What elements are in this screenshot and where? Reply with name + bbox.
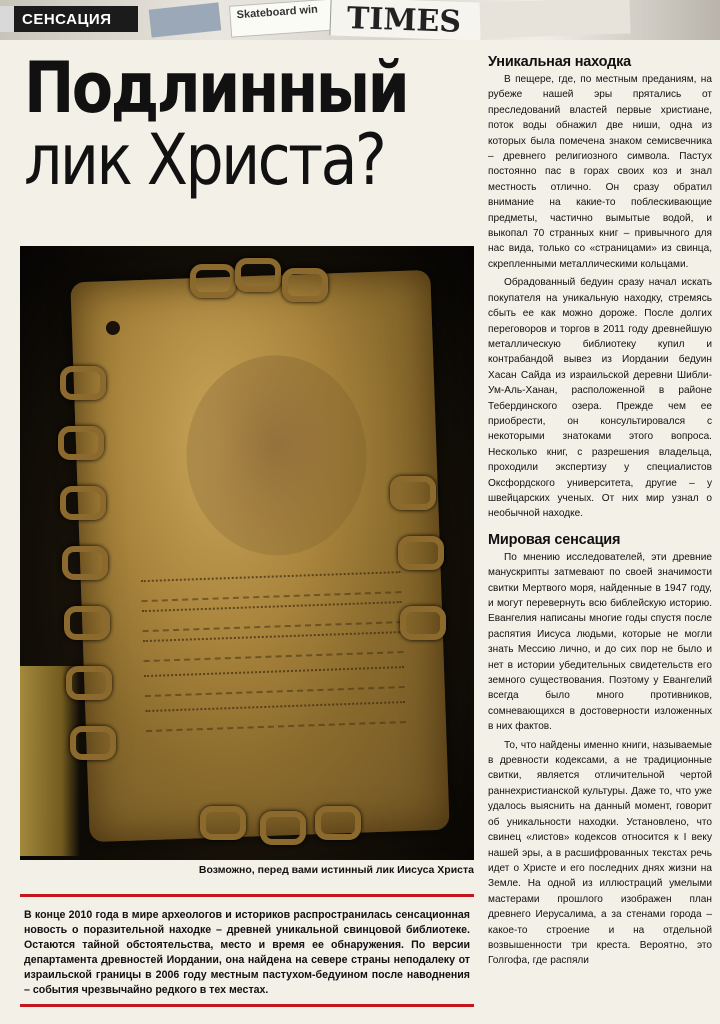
newspaper-clipping <box>229 0 338 38</box>
inscription-line <box>141 571 402 602</box>
binding-ring <box>66 666 112 700</box>
binding-ring <box>70 726 116 760</box>
binding-ring <box>200 806 246 840</box>
lead-paragraph: В конце 2010 года в мире археологов и историков распространилась сенсационная новость о поразительной находке – древней уникальной свинцовой библиотеке. Остаются тайной обстоятельства, место и время ее обнаружения. По версии департамента древностей Иордании, она найдена на севере страны неподалеку от израильской границы в 2006 году местным пастухом-бедуином после наводнения – события чрезвычайно редкого в тех местах. <box>24 909 470 996</box>
binding-ring <box>64 606 110 640</box>
page-title <box>24 47 408 201</box>
clipping-headline: Skateboard win <box>236 3 319 22</box>
newspaper-masthead <box>329 0 481 40</box>
inscription-line <box>142 601 403 632</box>
inscription-line <box>144 666 405 697</box>
title-line-1: Подлинный <box>24 47 408 129</box>
binding-ring <box>390 476 436 510</box>
lead-photo <box>20 246 474 860</box>
binding-ring <box>400 606 446 640</box>
section-rubric <box>0 6 138 32</box>
article-column <box>488 54 712 969</box>
binding-ring <box>60 366 106 400</box>
binding-ring <box>60 486 106 520</box>
rubric-marker-icon <box>0 6 14 32</box>
binding-ring <box>62 546 108 580</box>
top-banner <box>0 0 720 40</box>
binding-ring <box>260 811 306 845</box>
binding-ring <box>190 264 236 298</box>
binding-ring <box>235 258 281 292</box>
binding-ring <box>282 268 328 302</box>
newspaper-clipping-photo <box>149 2 222 37</box>
embossed-face <box>183 352 370 558</box>
section-heading: Уникальная находка <box>488 54 632 70</box>
inscription-line <box>145 701 406 732</box>
body-paragraph: То, что найдены именно книги, называемые в древности кодексами, а не традиционные свитки, является отличительной чертой раннехристианской культуры. Даже то, что уже удалось выяснить на данный момент, говорит об уникальности находки. Установлено, что свинец «листов» кодексов относится к I веку нашей эры, а в расшифрованных текстах речь идет о Христе и его последних днях жизни на Земле. На одной из иллюстраций умелыми мастерами прошлого изображен план древнего Иерусалима, а за стенами города – какое-то строение и на отдельной возвышенности три креста. Вероятно, это Голгофа, где распяли <box>488 739 712 967</box>
body-paragraph: Обрадованный бедуин сразу начал искать покупателя на уникальную находку, стремясь сбыть ее как можно дороже. После долгих переговоров и торгов в 2011 году древнейшую металлическую библиотеку купил и контрабандой вывез из Иордании бедуин Хасан Сайда из израильской деревни Шибли-Ум-Аль-Ханан, расположенной в районе Тебердинского озера. Прежде чем ее приобрести, он консультировался с некоторыми знатоками этого вопроса. Несколько книг, с разрешения владельца, проходили экспертизу у специалистов Оксфордского университета, другие – у швейцарских ученых. От них мир узнал о необычной находке. <box>488 277 712 520</box>
masthead-text: TIMES <box>346 0 462 40</box>
lead-codex-plate <box>70 270 449 842</box>
divider <box>20 1004 474 1007</box>
title-line-2: лик Христа? <box>24 119 385 201</box>
divider <box>20 894 474 897</box>
inscription-line <box>143 631 404 662</box>
body-paragraph: По мнению исследователей, эти древние манускрипты затмевают по своей значимости свитки Мертвого моря, найденные в 1947 году, и могут перевернуть всю библейскую историю. Евангелия написаны многие годы спустя после распятия Иисуса людьми, которые не могли знать Мессию лично, и до сих пор не было и нет в истории убедительных свидетельств его земного существования. Поэтому у Евангелий всегда было много противников, сомневающихся в достоверности изложенных в них фактов. <box>488 551 712 733</box>
binding-ring <box>58 426 104 460</box>
binding-ring <box>398 536 444 570</box>
binding-ring <box>315 806 361 840</box>
section-heading: Мировая сенсация <box>488 531 621 548</box>
newspaper-clipping <box>479 0 630 39</box>
body-paragraph: В пещере, где, по местным преданиям, на рубеже нашей эры прятались от преследований властей первые христиане, поток воды обнажил две ниши, одна из которых была помечена знаком семисвечника – древнего религиозного символа. Пастух постоянно пас в горах своих коз и знал местность отлично. Он сразу обратил внимание на какие-то поблескивающие предметы, частично вымытые водой, и выкопал 70 странных книг – привычного для нас вида, только со «страницами» из свинца, скрепленными металлическими кольцами. <box>488 74 712 270</box>
plate-hole <box>106 321 120 335</box>
rubric-label: СЕНСАЦИЯ <box>22 10 112 28</box>
photo-caption: Возможно, перед вами истинный лик Иисуса Христа <box>198 864 474 876</box>
